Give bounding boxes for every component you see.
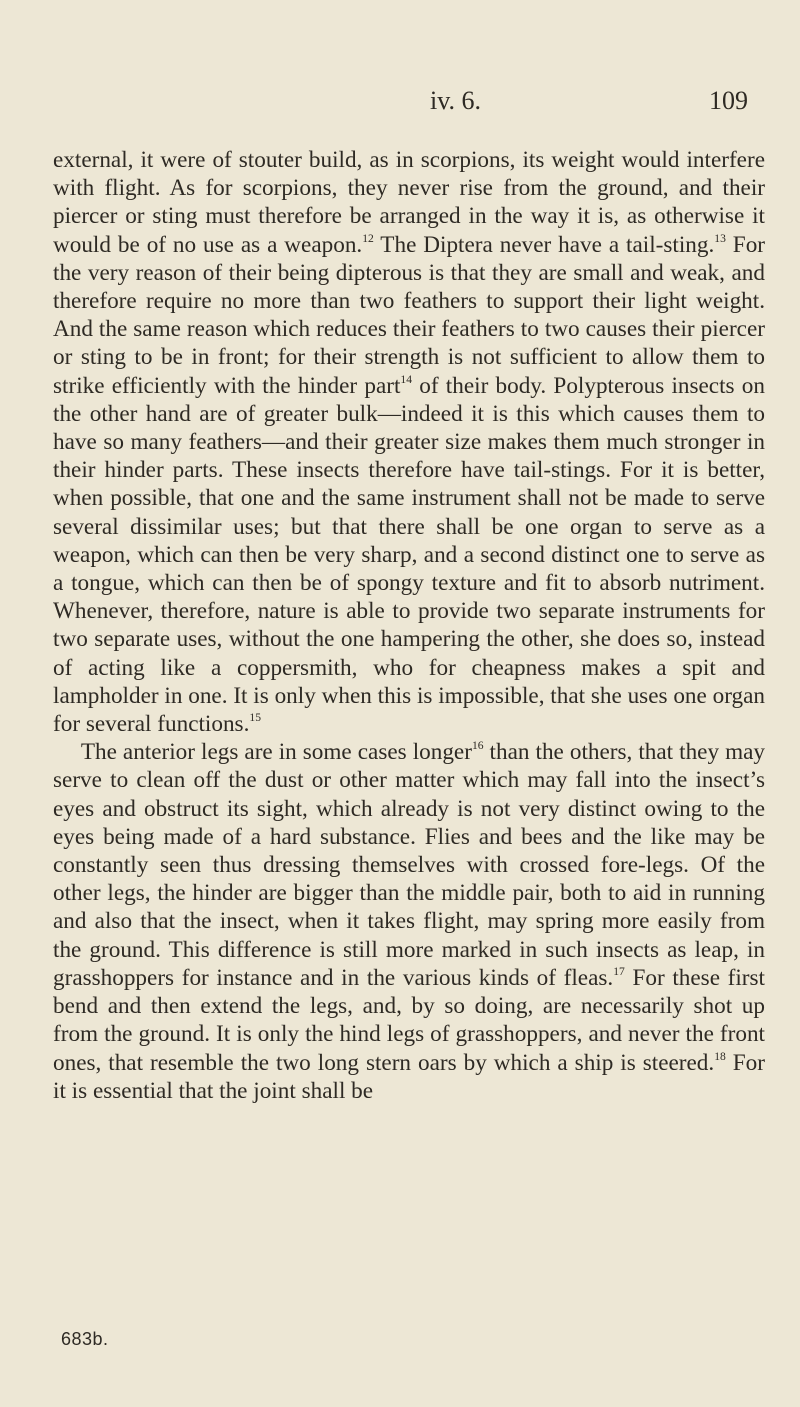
footnote-marker: 16 bbox=[471, 739, 484, 753]
text-run: than the others, that they may serve to clean off the dust or other matter which may fall into the insect’s eyes and obstruct its sight, which already is not very distinct owing to the eyes being made of a hard substance. Flies and bees and the like may be constantly seen thus dressing themselves with crossed fore-legs. Of the other legs, the hinder are bigger than the middle pair, both to aid in running and also that the insect, when it takes flight, may spring more easily from the ground. This difference is still more marked in such insects as leap, in grasshoppers for instance and in the various kinds of fleas. bbox=[53, 739, 765, 991]
section-reference: iv. 6. bbox=[430, 86, 482, 115]
text-run: For it is essential that the joint shall be bbox=[53, 1049, 765, 1104]
footnote-marker: 17 bbox=[613, 965, 625, 979]
paragraph bbox=[53, 146, 765, 738]
footnote-marker: 14 bbox=[400, 372, 412, 386]
footnote-marker: 15 bbox=[249, 711, 261, 725]
footnote-marker: 13 bbox=[714, 231, 726, 245]
text-run: of their body. Polypterous insects on the other hand are of greater bulk—indeed it is this which causes them to have so many feathers—and their greater size makes them much stronger in their hinder parts. These insects therefore have tail-stings. For it is better, when possible, that one and the same instrument shall not be made to serve several dissimilar uses; but that there shall be one organ to serve as a weapon, which can then be very sharp, and a second distinct one to serve as a tongue, which can then be of spongy texture and fit to absorb nutriment. Whenever, therefore, nature is able to provide two separate instruments for two separate uses, without the one hampering the other, she does so, instead of acting like a coppersmith, who for cheapness makes a spit and lampholder in one. It is only when this is impossible, that she uses one organ for several functions. bbox=[53, 372, 765, 738]
footnote-marker: 18 bbox=[714, 1049, 726, 1063]
text-run: For the very reason of their being dipterous is that they are small and weak, and therefore require no more than two feathers to support their light weight. And the same reason which reduces their feathers to two causes their piercer or sting to be in front; for their strength is not sufficient to allow them to strike efficiently with the hinder part bbox=[53, 231, 766, 399]
page-number: 109 bbox=[709, 86, 748, 115]
paragraph bbox=[53, 738, 765, 1105]
body-text bbox=[53, 146, 765, 1105]
text-run: external, it were of stouter build, as in scorpions, its weight would interfere with flight. As for scorpions, they never rise from the ground, and their piercer or sting must therefore be arranged in the way it is, as otherwise it would be of no use as a weapon. bbox=[53, 147, 765, 258]
running-head bbox=[0, 86, 800, 126]
text-run: The Diptera never have a tail-sting. bbox=[373, 231, 715, 258]
footnote-marker: 12 bbox=[362, 231, 374, 245]
text-run: The anterior legs are in some cases longer bbox=[80, 739, 472, 766]
text-run: For these first bend and then extend the legs, and, by so doing, are necessarily shot up from the ground. It is only the hind legs of grasshoppers, and never the front ones, that resemble the two long stern oars by which a ship is steered. bbox=[53, 964, 765, 1076]
signature-mark: 683b. bbox=[61, 1329, 109, 1349]
